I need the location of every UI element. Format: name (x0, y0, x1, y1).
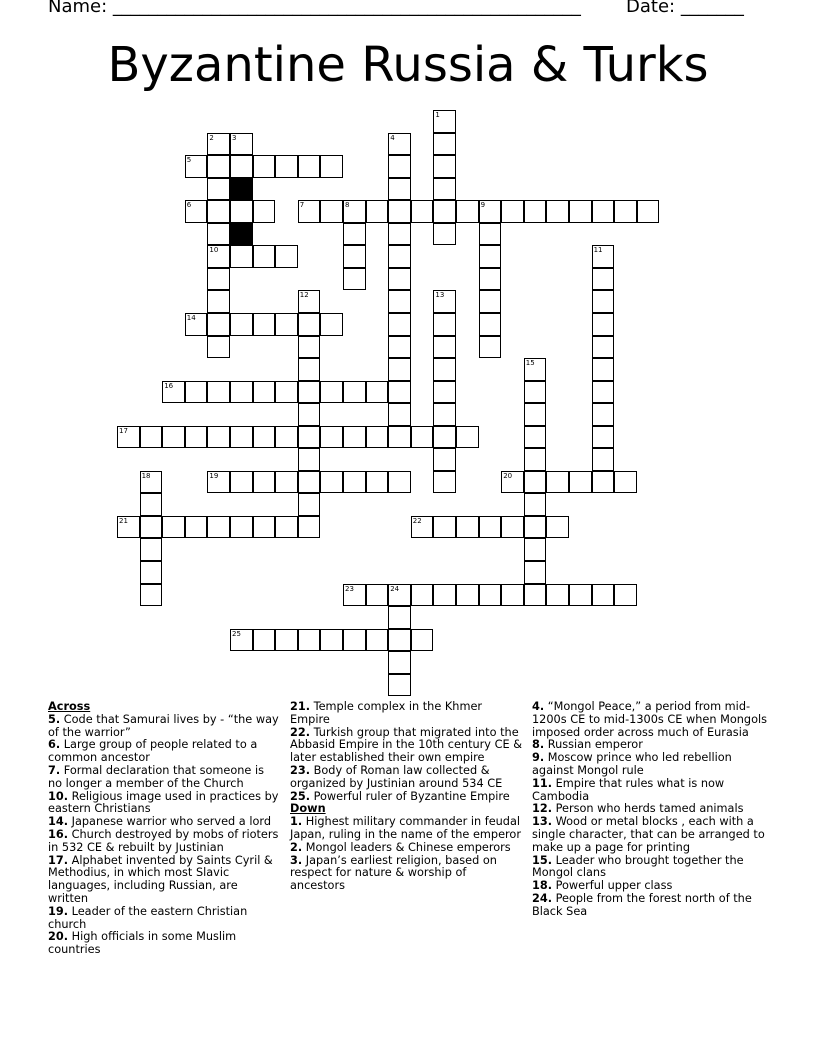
grid-cell[interactable] (185, 381, 208, 404)
grid-cell[interactable] (388, 133, 411, 156)
clue-text: Turkish group that migrated into the Abbasid Empire in the 10th century CE & later established their own empire (290, 725, 522, 765)
grid-cell[interactable] (275, 471, 298, 494)
grid-cell[interactable] (253, 381, 276, 404)
grid-cell-blocked (230, 178, 253, 201)
grid-cell[interactable] (320, 426, 343, 449)
grid-cell[interactable] (140, 538, 163, 561)
clue-num: 6. (48, 738, 61, 752)
grid-cell[interactable] (433, 358, 456, 381)
clue-text: Alphabet invented by Saints Cyril & Methodius, in which most Slavic languages, including Russian, are written (48, 853, 273, 905)
clue-num: 13. (532, 815, 553, 829)
grid-cell[interactable] (524, 200, 547, 223)
grid-cell[interactable] (388, 606, 411, 629)
down-clue (532, 778, 770, 804)
grid-cell[interactable] (433, 110, 456, 133)
grid-cell[interactable] (253, 629, 276, 652)
clue-text: Formal declaration that someone is no longer a member of the Church (48, 763, 264, 790)
grid-cell[interactable] (275, 245, 298, 268)
grid-cell[interactable] (207, 178, 230, 201)
clue-number: 12 (299, 291, 309, 300)
grid-cell[interactable] (479, 223, 502, 246)
grid-cell[interactable] (592, 313, 615, 336)
across-clue (48, 739, 280, 765)
grid-cell[interactable] (207, 223, 230, 246)
clue-text: Russian emperor (544, 738, 643, 752)
grid-cell[interactable] (343, 471, 366, 494)
grid-cell[interactable] (388, 381, 411, 404)
across-clue (290, 727, 522, 765)
clue-num: 19. (48, 904, 69, 918)
clue-num: 23. (290, 763, 311, 777)
grid-cell[interactable] (343, 245, 366, 268)
grid-cell[interactable] (298, 471, 321, 494)
grid-cell[interactable] (185, 516, 208, 539)
grid-cell[interactable] (592, 584, 615, 607)
clue-number: 21 (119, 516, 128, 525)
across-clue (48, 829, 280, 855)
grid-cell[interactable] (320, 381, 343, 404)
grid-cell[interactable] (140, 493, 163, 516)
grid-cell[interactable] (524, 516, 547, 539)
grid-cell[interactable] (592, 403, 615, 426)
down-heading: Down (290, 802, 326, 816)
grid-cell[interactable] (546, 200, 569, 223)
grid-cell[interactable] (230, 471, 253, 494)
clue-number: 7 (299, 201, 305, 210)
grid-cell[interactable] (524, 584, 547, 607)
grid-cell[interactable] (275, 155, 298, 178)
clue-number: 19 (209, 471, 219, 480)
down-clue (290, 855, 522, 893)
clue-text: Japan’s earliest religion, based on respect for nature & worship of ancestors (290, 853, 497, 893)
clue-number: 24 (390, 584, 400, 593)
clue-number: 18 (141, 471, 151, 480)
grid-cell[interactable] (592, 200, 615, 223)
grid-cell[interactable] (230, 133, 253, 156)
grid-cell[interactable] (479, 336, 502, 359)
grid-cell[interactable] (207, 381, 230, 404)
grid-cell[interactable] (546, 516, 569, 539)
grid-cell[interactable] (388, 584, 411, 607)
clue-text: Powerful upper class (552, 879, 673, 893)
grid-cell[interactable] (433, 336, 456, 359)
grid-cell[interactable] (207, 313, 230, 336)
grid-cell[interactable] (614, 200, 637, 223)
grid-cell[interactable] (524, 381, 547, 404)
grid-cell[interactable] (253, 516, 276, 539)
grid-cell[interactable] (388, 471, 411, 494)
grid-cell[interactable] (546, 471, 569, 494)
clue-text: Church destroyed by mobs of rioters in 532 CE & rebuilt by Justinian (48, 827, 279, 854)
grid-cell[interactable] (433, 381, 456, 404)
grid-cell[interactable] (524, 561, 547, 584)
grid-cell[interactable] (592, 290, 615, 313)
grid-cell[interactable] (433, 155, 456, 178)
grid-cell[interactable] (320, 313, 343, 336)
grid-cell[interactable] (456, 426, 479, 449)
grid-cell[interactable] (501, 584, 524, 607)
grid-cell[interactable] (411, 516, 434, 539)
grid-cell[interactable] (140, 471, 163, 494)
clue-text: Code that Samurai lives by - “the way of the warrior” (48, 712, 279, 739)
grid-cell[interactable] (388, 245, 411, 268)
grid-cell[interactable] (456, 516, 479, 539)
grid-cell[interactable] (388, 336, 411, 359)
grid-cell[interactable] (433, 584, 456, 607)
grid-cell[interactable] (592, 268, 615, 291)
clue-num: 11. (532, 776, 553, 790)
grid-cell[interactable] (207, 200, 230, 223)
clue-text: Temple complex in the Khmer Empire (290, 700, 483, 726)
across-clue (290, 701, 522, 727)
grid-cell[interactable] (185, 426, 208, 449)
grid-cell[interactable] (320, 629, 343, 652)
grid-cell[interactable] (592, 426, 615, 449)
grid-cell[interactable] (479, 268, 502, 291)
grid-cell[interactable] (388, 155, 411, 178)
grid-cell[interactable] (388, 651, 411, 674)
clue-number: 17 (119, 426, 128, 435)
grid-cell[interactable] (433, 426, 456, 449)
grid-cell[interactable] (614, 584, 637, 607)
grid-cell[interactable] (411, 584, 434, 607)
grid-cell[interactable] (366, 471, 389, 494)
grid-cell[interactable] (366, 629, 389, 652)
down-clue (532, 893, 770, 919)
grid-cell[interactable] (207, 290, 230, 313)
grid-cell[interactable] (162, 426, 185, 449)
clue-number: 8 (345, 201, 350, 210)
grid-cell[interactable] (298, 358, 321, 381)
grid-cell[interactable] (433, 313, 456, 336)
clue-num: 4. (532, 700, 545, 713)
grid-cell[interactable] (140, 584, 163, 607)
grid-cell[interactable] (433, 448, 456, 471)
across-heading: Across (48, 700, 91, 713)
grid-cell[interactable] (343, 200, 366, 223)
grid-cell[interactable] (275, 426, 298, 449)
grid-cell[interactable] (230, 313, 253, 336)
clue-text: Religious image used in practices by eastern Christians (48, 789, 279, 816)
across-clue (48, 855, 280, 906)
grid-cell[interactable] (230, 200, 253, 223)
clue-text: Leader of the eastern Christian church (48, 904, 248, 931)
grid-cell[interactable] (501, 471, 524, 494)
clue-number: 22 (412, 516, 422, 525)
grid-cell[interactable] (433, 200, 456, 223)
grid-cell[interactable] (207, 133, 230, 156)
clue-num: 12. (532, 802, 553, 816)
grid-cell[interactable] (298, 290, 321, 313)
grid-cell[interactable] (388, 223, 411, 246)
grid-cell[interactable] (185, 313, 208, 336)
grid-cell[interactable] (140, 426, 163, 449)
clue-num: 20. (48, 930, 69, 944)
grid-cell[interactable] (298, 336, 321, 359)
grid-cell[interactable] (433, 290, 456, 313)
clue-number: 5 (186, 156, 192, 165)
grid-cell[interactable] (207, 268, 230, 291)
grid-cell[interactable] (524, 358, 547, 381)
grid-cell[interactable] (592, 471, 615, 494)
across-clue (48, 906, 280, 932)
grid-cell[interactable] (343, 584, 366, 607)
grid-cell[interactable] (140, 516, 163, 539)
clue-number: 6 (186, 201, 192, 210)
clue-number: 9 (480, 201, 486, 210)
clue-text: People from the forest north of the Black Sea (532, 891, 752, 918)
clue-num: 1. (290, 815, 303, 829)
clue-num: 8. (532, 738, 545, 752)
clue-text: Body of Roman law collected & organized by Justinian around 534 CE (290, 763, 503, 790)
grid-cell[interactable] (388, 178, 411, 201)
grid-cell-blocked (230, 223, 253, 246)
grid-cell[interactable] (366, 584, 389, 607)
clue-number: 23 (345, 584, 354, 593)
grid-cell[interactable] (433, 471, 456, 494)
grid-cell[interactable] (230, 426, 253, 449)
grid-cell[interactable] (320, 155, 343, 178)
grid-cell[interactable] (637, 200, 660, 223)
grid-cell[interactable] (501, 200, 524, 223)
page-title: Byzantine Russia & Turks (107, 37, 709, 93)
grid-cell[interactable] (366, 381, 389, 404)
clue-column-2 (290, 701, 522, 893)
grid-cell[interactable] (524, 493, 547, 516)
clue-num: 24. (532, 891, 553, 905)
grid-cell[interactable] (569, 471, 592, 494)
clue-number: 3 (232, 133, 237, 142)
grid-cell[interactable] (479, 200, 502, 223)
clue-number: 11 (593, 246, 603, 255)
grid-cell[interactable] (433, 133, 456, 156)
clue-column-3 (532, 701, 770, 919)
grid-cell[interactable] (140, 561, 163, 584)
grid-cell[interactable] (569, 584, 592, 607)
clue-num: 16. (48, 827, 69, 841)
grid-cell[interactable] (388, 426, 411, 449)
grid-cell[interactable] (253, 245, 276, 268)
grid-cell[interactable] (433, 178, 456, 201)
grid-cell[interactable] (207, 336, 230, 359)
clue-number: 10 (209, 246, 219, 255)
clue-text: Person who herds tamed animals (552, 802, 744, 816)
grid-cell[interactable] (479, 584, 502, 607)
grid-cell[interactable] (479, 313, 502, 336)
clue-number: 14 (186, 313, 196, 322)
grid-cell[interactable] (592, 336, 615, 359)
grid-cell[interactable] (275, 516, 298, 539)
clue-text: Mongol leaders & Chinese emperors (302, 840, 511, 854)
grid-cell[interactable] (524, 426, 547, 449)
grid-cell[interactable] (298, 155, 321, 178)
grid-cell[interactable] (162, 516, 185, 539)
grid-cell[interactable] (366, 426, 389, 449)
clue-number: 2 (209, 133, 214, 142)
grid-cell[interactable] (388, 268, 411, 291)
clue-text: Moscow prince who led rebellion against Mongol rule (532, 751, 732, 777)
grid-cell[interactable] (230, 516, 253, 539)
grid-cell[interactable] (388, 313, 411, 336)
grid-cell[interactable] (614, 471, 637, 494)
grid-cell[interactable] (298, 629, 321, 652)
grid-cell[interactable] (411, 200, 434, 223)
grid-cell[interactable] (524, 471, 547, 494)
grid-cell[interactable] (230, 155, 253, 178)
grid-cell[interactable] (320, 200, 343, 223)
across-clue (48, 791, 280, 817)
name-label: Name: ____________________________________________________ (48, 0, 581, 17)
grid-cell[interactable] (162, 381, 185, 404)
down-clue (532, 701, 770, 739)
clue-num: 7. (48, 763, 61, 777)
grid-cell[interactable] (207, 155, 230, 178)
grid-cell[interactable] (569, 200, 592, 223)
grid-cell[interactable] (479, 290, 502, 313)
grid-cell[interactable] (433, 516, 456, 539)
grid-cell[interactable] (275, 629, 298, 652)
grid-cell[interactable] (388, 403, 411, 426)
across-clue (290, 765, 522, 791)
grid-cell[interactable] (298, 381, 321, 404)
grid-cell[interactable] (207, 245, 230, 268)
grid-cell[interactable] (253, 200, 276, 223)
grid-cell[interactable] (253, 155, 276, 178)
grid-cell[interactable] (207, 471, 230, 494)
grid-cell[interactable] (524, 403, 547, 426)
grid-cell[interactable] (253, 471, 276, 494)
name-blank[interactable]: ____________________________________________________ (112, 0, 581, 17)
grid-cell[interactable] (298, 200, 321, 223)
grid-cell[interactable] (207, 516, 230, 539)
grid-cell[interactable] (524, 538, 547, 561)
clue-num: 25. (290, 789, 311, 803)
grid-cell[interactable] (479, 245, 502, 268)
clue-number: 16 (164, 381, 174, 390)
clue-num: 22. (290, 725, 311, 739)
across-clue (48, 931, 280, 957)
clue-num: 15. (532, 853, 553, 867)
grid-cell[interactable] (592, 448, 615, 471)
grid-cell[interactable] (433, 403, 456, 426)
clue-num: 3. (290, 853, 303, 867)
grid-cell[interactable] (411, 426, 434, 449)
grid-cell[interactable] (343, 268, 366, 291)
clue-text: Highest military commander in feudal Japan, ruling in the name of the emperor (290, 815, 521, 841)
clue-number: 1 (435, 111, 440, 119)
grid-cell[interactable] (298, 403, 321, 426)
grid-cell[interactable] (230, 629, 253, 652)
clue-text: Empire that rules what is now Cambodia (532, 776, 725, 803)
clue-num: 9. (532, 751, 545, 765)
clue-num: 17. (48, 853, 69, 867)
clue-num: 2. (290, 840, 303, 854)
down-clue (532, 855, 770, 881)
clue-text: Japanese warrior who served a lord (68, 815, 271, 829)
clue-text: Leader who brought together the Mongol clans (532, 853, 744, 880)
clue-number: 20 (503, 471, 513, 480)
clue-text: Powerful ruler of Byzantine Empire (310, 789, 510, 803)
date-label: Date: _______ (626, 0, 744, 17)
grid-cell[interactable] (592, 358, 615, 381)
grid-cell[interactable] (298, 426, 321, 449)
clue-num: 10. (48, 789, 69, 803)
clue-number: 25 (232, 629, 241, 638)
down-clue (532, 816, 770, 854)
clue-text: “Mongol Peace,” a period from mid-1200s CE to mid-1300s CE when Mongols imposed order across much of Eurasia (532, 700, 768, 739)
grid-cell[interactable] (456, 584, 479, 607)
grid-cell[interactable] (501, 516, 524, 539)
grid-cell[interactable] (320, 471, 343, 494)
grid-cell[interactable] (456, 200, 479, 223)
grid-cell[interactable] (230, 245, 253, 268)
grid-cell[interactable] (343, 629, 366, 652)
clue-text: Large group of people related to a common ancestor (48, 738, 258, 765)
grid-cell[interactable] (185, 200, 208, 223)
grid-cell[interactable] (592, 245, 615, 268)
grid-cell[interactable] (388, 629, 411, 652)
grid-cell[interactable] (411, 629, 434, 652)
grid-cell[interactable] (298, 493, 321, 516)
grid-cell[interactable] (388, 358, 411, 381)
grid-cell[interactable] (230, 381, 253, 404)
grid-cell[interactable] (298, 313, 321, 336)
grid-cell[interactable] (592, 381, 615, 404)
clue-number: 4 (390, 133, 395, 142)
down-clue (290, 816, 522, 842)
grid-cell[interactable] (388, 290, 411, 313)
across-clue (48, 714, 280, 740)
clue-num: 18. (532, 879, 553, 893)
clue-column-1 (48, 701, 280, 957)
grid-cell[interactable] (343, 381, 366, 404)
clue-text: Wood or metal blocks , each with a single character, that can be arranged to make up a page for printing (532, 815, 765, 854)
grid-cell[interactable] (366, 200, 389, 223)
grid-cell[interactable] (388, 674, 411, 697)
across-clue (48, 765, 280, 791)
grid-cell[interactable] (275, 381, 298, 404)
grid-cell[interactable] (479, 516, 502, 539)
grid-cell[interactable] (298, 516, 321, 539)
grid-cell[interactable] (117, 426, 140, 449)
grid-cell[interactable] (117, 516, 140, 539)
clue-num: 21. (290, 700, 311, 713)
grid-cell[interactable] (388, 200, 411, 223)
grid-cell[interactable] (343, 426, 366, 449)
grid-cell[interactable] (275, 313, 298, 336)
grid-cell[interactable] (185, 155, 208, 178)
clue-number: 15 (525, 359, 535, 368)
grid-cell[interactable] (253, 426, 276, 449)
grid-cell[interactable] (253, 313, 276, 336)
date-blank[interactable]: _______ (680, 0, 744, 17)
grid-cell[interactable] (343, 223, 366, 246)
grid-cell[interactable] (207, 426, 230, 449)
down-clue (532, 752, 770, 778)
grid-cell[interactable] (546, 584, 569, 607)
grid-cell[interactable] (433, 223, 456, 246)
clue-num: 14. (48, 815, 69, 829)
clue-text: High officials in some Muslim countries (48, 930, 237, 957)
grid-cell[interactable] (298, 448, 321, 471)
clue-num: 5. (48, 712, 61, 726)
clue-number: 13 (435, 291, 445, 300)
grid-cell[interactable] (524, 448, 547, 471)
